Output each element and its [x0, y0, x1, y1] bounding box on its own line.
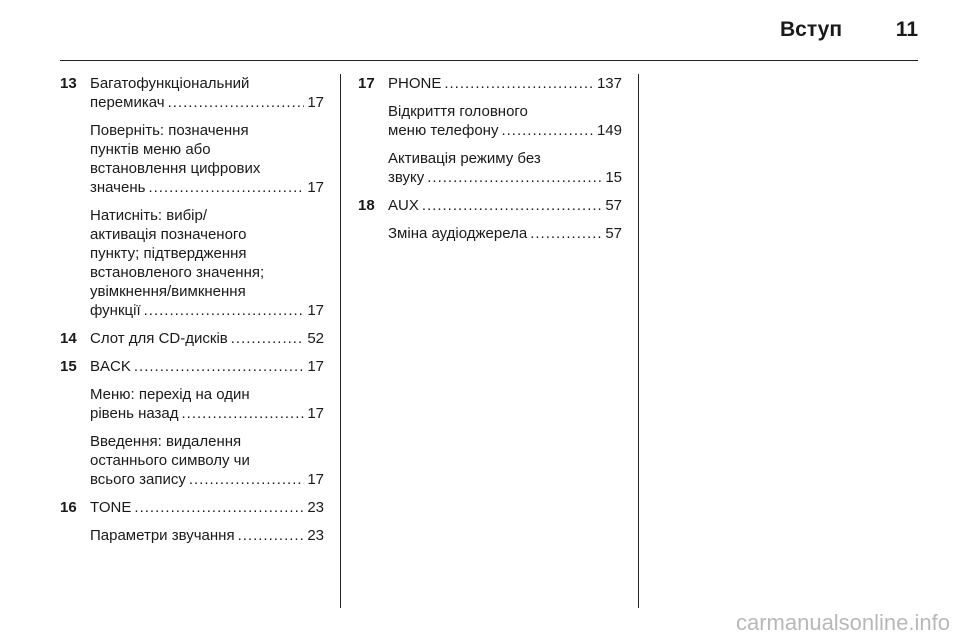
- item-text: TONE: [90, 499, 132, 516]
- dot-leader: [168, 93, 305, 112]
- item-text-line: активація позначеного: [90, 226, 247, 243]
- item-text-line: Введення: видалення: [90, 433, 242, 450]
- page-ref: 17: [307, 302, 324, 319]
- leader-line: [90, 470, 324, 489]
- item-text: Слот для CD-дисків: [90, 330, 228, 347]
- item-text: перемикач: [90, 94, 165, 111]
- page-ref: 17: [307, 405, 324, 422]
- item-text: всього запису: [90, 471, 186, 488]
- dot-leader: [134, 357, 304, 376]
- item-text: функції: [90, 302, 141, 319]
- item-text: AUX: [388, 197, 419, 214]
- item-text: Зміна аудіоджерела: [388, 225, 528, 242]
- entry-item: [90, 498, 324, 517]
- entry-number: 18: [358, 197, 375, 214]
- entry-item: [388, 102, 622, 140]
- leader-line: [90, 178, 324, 197]
- entry-item: [388, 196, 622, 215]
- leader-line: [90, 329, 324, 348]
- entry-item: [388, 149, 622, 187]
- dot-leader: [182, 404, 305, 423]
- page-ref: 149: [596, 122, 622, 139]
- entry-item: [90, 432, 324, 489]
- entry-number: 14: [60, 330, 77, 347]
- item-text-line: останнього символу чи: [90, 452, 250, 469]
- page-header: [60, 14, 918, 44]
- index-entry: [60, 498, 324, 545]
- item-text: PHONE: [388, 75, 442, 92]
- dot-leader: [427, 168, 602, 187]
- item-text: BACK: [90, 358, 131, 375]
- page-ref: 15: [605, 169, 622, 186]
- index-entry: [358, 74, 622, 187]
- item-text-line: встановленого значення;: [90, 264, 265, 281]
- page-ref: 17: [307, 94, 324, 111]
- dot-leader: [501, 121, 594, 140]
- entry-item: [90, 357, 324, 376]
- item-text-line: Відкриття головного: [388, 103, 528, 120]
- item-text-line: пункту; підтвердження: [90, 245, 247, 262]
- leader-line: [90, 526, 324, 545]
- dot-leader: [134, 498, 304, 517]
- dot-leader: [422, 196, 602, 215]
- header-rule: [60, 60, 918, 61]
- dot-leader: [530, 224, 602, 243]
- leader-line: [90, 498, 324, 517]
- entry-item: [90, 526, 324, 545]
- index-entry: [358, 196, 622, 243]
- page-ref: 23: [307, 499, 324, 516]
- item-text-line: Натисніть: вибір/: [90, 207, 208, 224]
- dot-leader: [231, 329, 305, 348]
- item-text-line: Меню: перехід на один: [90, 386, 250, 403]
- dot-leader: [238, 526, 305, 545]
- dot-leader: [144, 301, 305, 320]
- page-ref: 57: [605, 197, 622, 214]
- page-ref: 17: [307, 471, 324, 488]
- entry-item: [90, 121, 324, 197]
- entry-item: [90, 385, 324, 423]
- leader-line: [90, 404, 324, 423]
- item-text-line: Активація режиму без: [388, 150, 541, 167]
- entry-number: 15: [60, 358, 77, 375]
- leader-line: [90, 93, 324, 112]
- item-text: Параметри звучання: [90, 527, 235, 544]
- page-number: 11: [895, 18, 918, 41]
- page-ref: 137: [596, 75, 622, 92]
- leader-line: [90, 357, 324, 376]
- item-text-line: пунктів меню або: [90, 141, 211, 158]
- page-ref: 17: [307, 358, 324, 375]
- item-text-line: Поверніть: позначення: [90, 122, 249, 139]
- leader-line: [90, 301, 324, 320]
- entry-number: 17: [358, 75, 375, 92]
- leader-line: [388, 121, 622, 140]
- entry-item: [388, 224, 622, 243]
- index-entry: [60, 357, 324, 489]
- dot-leader: [189, 470, 304, 489]
- item-text-line: встановлення цифрових: [90, 160, 261, 177]
- dot-leader: [148, 178, 304, 197]
- entry-item: [90, 329, 324, 348]
- entry-number: 13: [60, 75, 77, 92]
- leader-line: [388, 74, 622, 93]
- page-ref: 17: [307, 179, 324, 196]
- leader-line: [388, 196, 622, 215]
- page-ref: 57: [605, 225, 622, 242]
- dot-leader: [444, 74, 594, 93]
- watermark: carmanualsonline.info: [735, 610, 950, 635]
- column-divider: [340, 74, 341, 608]
- left-column: [60, 74, 324, 554]
- section-title: Вступ: [779, 18, 842, 41]
- item-text-line: увімкнення/вимкнення: [90, 283, 246, 300]
- index-entry: [60, 74, 324, 320]
- page-ref: 23: [307, 527, 324, 544]
- entry-item: [90, 206, 324, 320]
- item-text: меню телефону: [388, 122, 499, 139]
- item-text: значень: [90, 179, 146, 196]
- item-text-line: Багатофункціональний: [90, 75, 250, 92]
- entry-item: [90, 74, 324, 112]
- page-ref: 52: [307, 330, 324, 347]
- leader-line: [388, 168, 622, 187]
- entry-item: [388, 74, 622, 93]
- item-text: звуку: [388, 169, 425, 186]
- column-divider: [638, 74, 639, 608]
- index-entry: [60, 329, 324, 348]
- leader-line: [388, 224, 622, 243]
- item-text: рівень назад: [90, 405, 179, 422]
- entry-number: 16: [60, 499, 77, 516]
- middle-column: [358, 74, 622, 252]
